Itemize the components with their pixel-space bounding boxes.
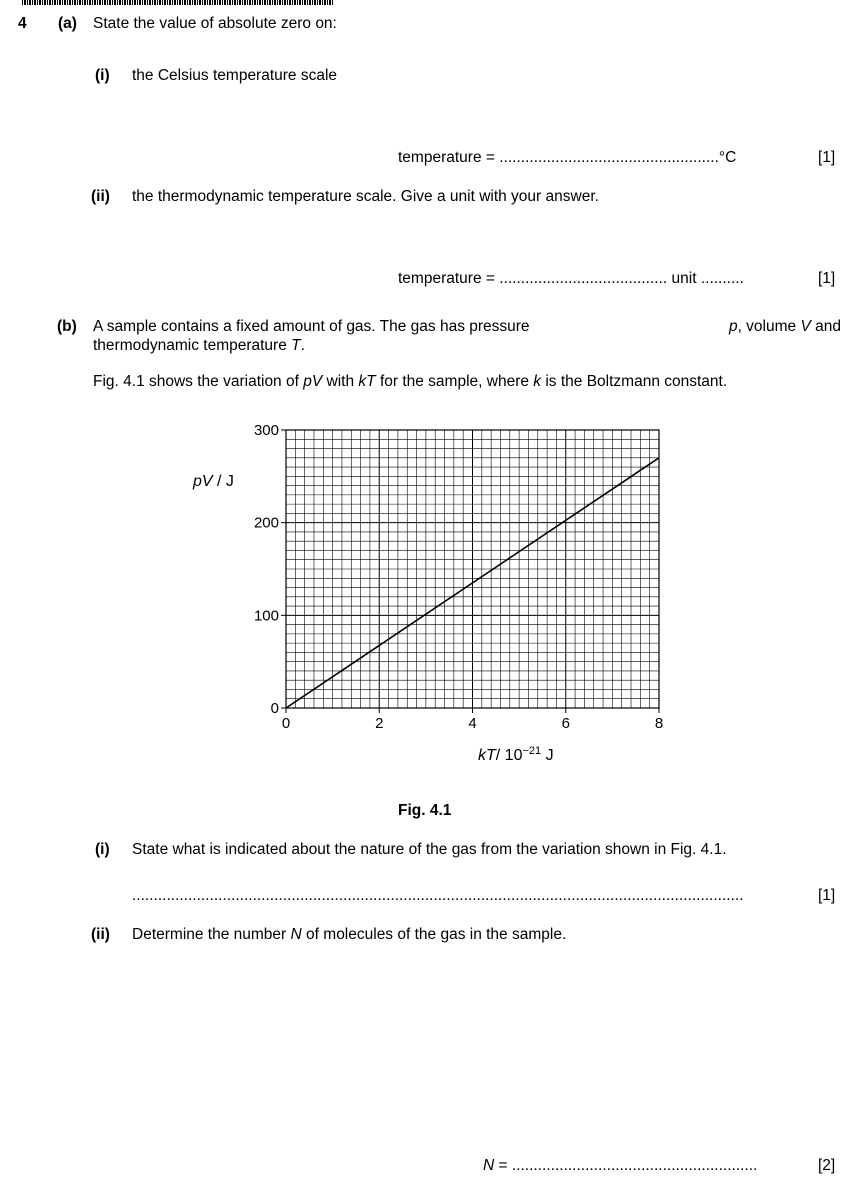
x-tick-label: 4	[468, 715, 477, 732]
x-tick-label: 0	[281, 715, 291, 732]
y-tick-label: 200	[253, 514, 279, 532]
marks-a-i: [1]	[818, 149, 836, 166]
answer-line-b-ii[interactable]	[483, 1157, 757, 1176]
part-b-stem-line1: A sample contains a fixed amount of gas. The gas has pressure p, volume V and	[93, 318, 841, 335]
marks-b-ii: [2]	[818, 1157, 836, 1174]
answer-variable: N	[483, 1157, 495, 1174]
y-tick-label: 100	[253, 607, 279, 625]
part-b-ii-text: Determine the number N of molecules of the gas in the sample.	[132, 926, 567, 943]
part-a-ii-text: the thermodynamic temperature scale. Give a unit with your answer.	[132, 188, 599, 205]
part-a-ii-label: (ii)	[91, 188, 110, 205]
x-tick-label: 6	[561, 715, 570, 732]
part-b-i-text: State what is indicated about the nature of the gas from the variation shown in Fig. 4.1.	[132, 841, 727, 858]
figure-caption: Fig. 4.1	[398, 802, 452, 819]
answer-prefix: temperature =	[398, 270, 495, 287]
unit-dots: ..........	[700, 270, 744, 287]
chart-tick-labels	[254, 422, 663, 732]
chart-grid	[286, 430, 659, 708]
answer-unit: °C	[718, 149, 737, 166]
y-tick-label: 0	[270, 700, 279, 717]
answer-dots: ...................................................	[499, 149, 719, 166]
part-a-i-label: (i)	[95, 67, 110, 84]
part-b-stem-line2: thermodynamic temperature T.	[93, 337, 305, 354]
question-number: 4	[18, 15, 27, 32]
marks-b-i: [1]	[818, 887, 836, 904]
part-b-i-label: (i)	[95, 841, 110, 858]
x-axis-label: kT/ $10^{-21}$ J	[478, 745, 554, 764]
answer-line-b-i[interactable]: ..............................................................................................................................................	[132, 887, 744, 904]
figure-intro: Fig. 4.1 shows the variation of pV with kT for the sample, where k is the Boltzmann constant.	[93, 373, 728, 390]
x-tick-label: 8	[654, 715, 664, 732]
answer-prefix: temperature =	[398, 149, 495, 166]
answer-dots: .........................................................	[511, 1157, 758, 1174]
marks-a-ii: [1]	[818, 270, 836, 287]
part-a-label: (a)	[58, 15, 77, 32]
part-b-label: (b)	[57, 318, 77, 335]
part-a-i-text: the Celsius temperature scale	[132, 67, 338, 84]
chart-axes	[281, 430, 659, 713]
answer-prefix: =	[498, 1157, 508, 1174]
unit-label: unit	[671, 270, 697, 287]
part-b-ii-label: (ii)	[91, 926, 110, 943]
y-axis-label: pV / J	[193, 473, 234, 490]
x-tick-label: 2	[375, 715, 384, 732]
answer-dots: .......................................	[499, 270, 668, 287]
y-tick-label: 300	[253, 422, 279, 439]
part-a-stem: State the value of absolute zero on:	[93, 15, 337, 32]
